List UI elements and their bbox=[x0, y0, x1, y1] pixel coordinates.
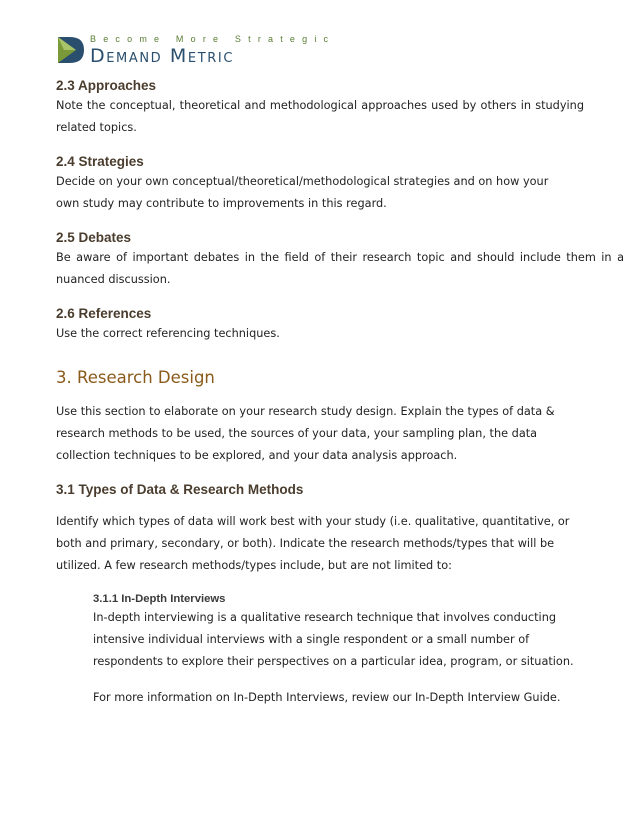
paragraph-3-line: Use this section to elaborate on your research study design. Explain the types of data & bbox=[56, 405, 555, 418]
heading-2-6: 2.6 References bbox=[56, 306, 152, 321]
section-2-4 bbox=[56, 153, 624, 215]
paragraph-2-4-line: own study may contribute to improvements in this regard. bbox=[56, 197, 387, 210]
heading-2-4: 2.4 Strategies bbox=[56, 154, 144, 169]
heading-2-5: 2.5 Debates bbox=[56, 230, 132, 245]
heading-3-research-design: 3. Research Design bbox=[56, 368, 215, 387]
paragraph-3-1-1-line: In-depth interviewing is a qualitative research technique that involves conducting bbox=[93, 611, 557, 624]
section-3-1-1 bbox=[93, 591, 613, 709]
section-2-3 bbox=[56, 77, 624, 139]
heading-2-3: 2.3 Approaches bbox=[56, 78, 157, 93]
document-body bbox=[56, 77, 624, 709]
demand-metric-logo bbox=[56, 34, 336, 70]
paragraph-2-5: Be aware of important debates in the field of their research topic and should include them in a nuanced discussion. bbox=[56, 251, 624, 286]
paragraph-3-1-1-line: respondents to explore their perspectives on a particular idea, program, or situation. bbox=[93, 655, 574, 668]
section-2-6 bbox=[56, 305, 624, 345]
paragraph-3-line: research methods to be used, the sources of your data, your sampling plan, the data bbox=[56, 427, 538, 440]
logo-tagline: Become More Strategic bbox=[90, 34, 336, 44]
paragraph-3-line: collection techniques to be explored, and your data analysis approach. bbox=[56, 449, 458, 462]
paragraph-3-1-line: both and primary, secondary, or both). Indicate the research methods/types that will be bbox=[56, 537, 555, 550]
paragraph-more-info: For more information on In-Depth Interviews, review our In-Depth Interview Guide. bbox=[93, 691, 561, 704]
section-3-intro bbox=[56, 401, 624, 467]
paragraph-3-1-1-line: intensive individual interviews with a single respondent or a small number of bbox=[93, 633, 530, 646]
logo-mark-icon bbox=[56, 35, 86, 65]
section-2-5 bbox=[56, 229, 624, 291]
heading-3-1: 3.1 Types of Data & Research Methods bbox=[56, 482, 304, 497]
paragraph-3-1-line: Identify which types of data will work best with your study (i.e. qualitative, quantitative, or bbox=[56, 515, 570, 528]
paragraph-2-3: Note the conceptual, theoretical and methodological approaches used by others in studying related topics. bbox=[56, 99, 584, 134]
paragraph-3-1-line: utilized. A few research methods/types include, but are not limited to: bbox=[56, 559, 452, 572]
paragraph-2-4-line: Decide on your own conceptual/theoretical/methodological strategies and on how your bbox=[56, 175, 549, 188]
paragraph-2-6: Use the correct referencing techniques. bbox=[56, 327, 280, 340]
logo-brand-name: Demand Metric bbox=[90, 45, 235, 67]
section-3-1 bbox=[56, 481, 624, 577]
heading-3-1-1: 3.1.1 In-Depth Interviews bbox=[93, 593, 226, 605]
